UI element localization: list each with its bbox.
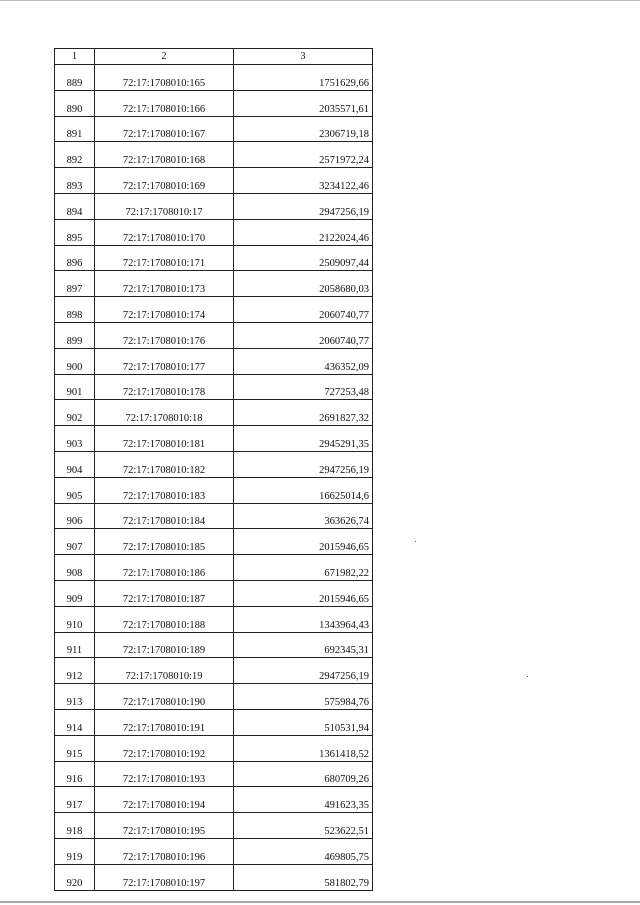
cadastral-number-cell: 72:17:1708010:193 — [95, 761, 234, 787]
cadastral-value-cell: 2947256,19 — [234, 658, 373, 684]
cadastral-number-cell: 72:17:1708010:184 — [95, 503, 234, 529]
table-row — [55, 142, 373, 168]
cadastral-number-cell: 72:17:1708010:183 — [95, 477, 234, 503]
cadastral-number-cell: 72:17:1708010:178 — [95, 374, 234, 400]
table-row — [55, 451, 373, 477]
cadastral-number-cell: 72:17:1708010:171 — [95, 245, 234, 271]
table-row — [55, 503, 373, 529]
cadastral-value-cell: 575984,76 — [234, 684, 373, 710]
table-row — [55, 374, 373, 400]
cadastral-number-cell: 72:17:1708010:185 — [95, 529, 234, 555]
cadastral-number-cell: 72:17:1708010:197 — [95, 864, 234, 890]
column-header-2: 2 — [95, 49, 234, 65]
cadastral-value-cell: 2015946,65 — [234, 529, 373, 555]
cadastral-value-cell: 2571972,24 — [234, 142, 373, 168]
row-number-cell: 901 — [55, 374, 95, 400]
row-number-cell: 906 — [55, 503, 95, 529]
cadastral-number-cell: 72:17:1708010:191 — [95, 709, 234, 735]
cadastral-number-cell: 72:17:1708010:188 — [95, 606, 234, 632]
table-row — [55, 426, 373, 452]
cadastral-value-cell: 2691827,32 — [234, 400, 373, 426]
cadastral-value-cell: 510531,94 — [234, 709, 373, 735]
table-row — [55, 477, 373, 503]
row-number-cell: 903 — [55, 426, 95, 452]
cadastral-value-cell: 523622,51 — [234, 813, 373, 839]
scan-speck — [415, 541, 416, 542]
table-row — [55, 787, 373, 813]
row-number-cell: 918 — [55, 813, 95, 839]
cadastral-value-cell: 1361418,52 — [234, 735, 373, 761]
table-row — [55, 271, 373, 297]
row-number-cell: 891 — [55, 116, 95, 142]
row-number-cell: 902 — [55, 400, 95, 426]
cadastral-number-cell: 72:17:1708010:181 — [95, 426, 234, 452]
row-number-cell: 917 — [55, 787, 95, 813]
scan-speck — [527, 676, 528, 677]
cadastral-number-cell: 72:17:1708010:19 — [95, 658, 234, 684]
table-row — [55, 709, 373, 735]
cadastral-number-cell: 72:17:1708010:196 — [95, 838, 234, 864]
column-header-1: 1 — [55, 49, 95, 65]
cadastral-value-cell: 363626,74 — [234, 503, 373, 529]
cadastral-number-cell: 72:17:1708010:17 — [95, 193, 234, 219]
cadastral-value-table — [54, 48, 373, 891]
row-number-cell: 920 — [55, 864, 95, 890]
table-row — [55, 400, 373, 426]
cadastral-value-cell: 680709,26 — [234, 761, 373, 787]
row-number-cell: 894 — [55, 193, 95, 219]
cadastral-value-cell: 1751629,66 — [234, 65, 373, 91]
table-row — [55, 813, 373, 839]
row-number-cell: 904 — [55, 451, 95, 477]
table-row — [55, 580, 373, 606]
cadastral-number-cell: 72:17:1708010:195 — [95, 813, 234, 839]
table-row — [55, 838, 373, 864]
row-number-cell: 898 — [55, 297, 95, 323]
row-number-cell: 899 — [55, 322, 95, 348]
cadastral-value-cell: 2306719,18 — [234, 116, 373, 142]
cadastral-number-cell: 72:17:1708010:189 — [95, 632, 234, 658]
table-row — [55, 193, 373, 219]
row-number-cell: 915 — [55, 735, 95, 761]
row-number-cell: 919 — [55, 838, 95, 864]
cadastral-value-cell: 2058680,03 — [234, 271, 373, 297]
table-row — [55, 348, 373, 374]
table-row — [55, 658, 373, 684]
row-number-cell: 893 — [55, 168, 95, 194]
table-row — [55, 555, 373, 581]
cadastral-number-cell: 72:17:1708010:173 — [95, 271, 234, 297]
table-row — [55, 322, 373, 348]
cadastral-number-cell: 72:17:1708010:169 — [95, 168, 234, 194]
scan-bottom-edge — [0, 901, 640, 903]
cadastral-number-cell: 72:17:1708010:176 — [95, 322, 234, 348]
table-row — [55, 684, 373, 710]
cadastral-value-cell: 2060740,77 — [234, 297, 373, 323]
header-row — [55, 49, 373, 65]
cadastral-value-cell: 2947256,19 — [234, 193, 373, 219]
cadastral-value-cell: 2509097,44 — [234, 245, 373, 271]
table-row — [55, 65, 373, 91]
cadastral-value-cell: 3234122,46 — [234, 168, 373, 194]
table-row — [55, 529, 373, 555]
cadastral-value-cell: 2035571,61 — [234, 90, 373, 116]
scan-top-edge — [0, 0, 640, 1]
cadastral-number-cell: 72:17:1708010:166 — [95, 90, 234, 116]
row-number-cell: 914 — [55, 709, 95, 735]
row-number-cell: 910 — [55, 606, 95, 632]
cadastral-value-cell: 2060740,77 — [234, 322, 373, 348]
cadastral-number-cell: 72:17:1708010:187 — [95, 580, 234, 606]
column-header-3: 3 — [234, 49, 373, 65]
table-row — [55, 168, 373, 194]
cadastral-number-cell: 72:17:1708010:170 — [95, 219, 234, 245]
table-row — [55, 864, 373, 890]
cadastral-number-cell: 72:17:1708010:174 — [95, 297, 234, 323]
cadastral-value-cell: 2122024,46 — [234, 219, 373, 245]
cadastral-value-cell: 16625014,6 — [234, 477, 373, 503]
cadastral-number-cell: 72:17:1708010:190 — [95, 684, 234, 710]
cadastral-value-cell: 2015946,65 — [234, 580, 373, 606]
row-number-cell: 890 — [55, 90, 95, 116]
row-number-cell: 892 — [55, 142, 95, 168]
row-number-cell: 900 — [55, 348, 95, 374]
row-number-cell: 911 — [55, 632, 95, 658]
row-number-cell: 913 — [55, 684, 95, 710]
table-row — [55, 606, 373, 632]
row-number-cell: 916 — [55, 761, 95, 787]
cadastral-number-cell: 72:17:1708010:165 — [95, 65, 234, 91]
row-number-cell: 907 — [55, 529, 95, 555]
cadastral-value-cell: 469805,75 — [234, 838, 373, 864]
cadastral-value-cell: 692345,31 — [234, 632, 373, 658]
cadastral-value-cell: 581802,79 — [234, 864, 373, 890]
table-row — [55, 735, 373, 761]
cadastral-number-cell: 72:17:1708010:182 — [95, 451, 234, 477]
table-row — [55, 245, 373, 271]
cadastral-number-cell: 72:17:1708010:168 — [95, 142, 234, 168]
row-number-cell: 909 — [55, 580, 95, 606]
table-row — [55, 297, 373, 323]
cadastral-number-cell: 72:17:1708010:186 — [95, 555, 234, 581]
table-row — [55, 219, 373, 245]
row-number-cell: 895 — [55, 219, 95, 245]
row-number-cell: 908 — [55, 555, 95, 581]
row-number-cell: 897 — [55, 271, 95, 297]
cadastral-value-cell: 2945291,35 — [234, 426, 373, 452]
row-number-cell: 912 — [55, 658, 95, 684]
cadastral-value-cell: 1343964,43 — [234, 606, 373, 632]
table-row — [55, 116, 373, 142]
cadastral-number-cell: 72:17:1708010:194 — [95, 787, 234, 813]
cadastral-value-cell: 671982,22 — [234, 555, 373, 581]
cadastral-value-cell: 491623,35 — [234, 787, 373, 813]
cadastral-value-cell: 727253,48 — [234, 374, 373, 400]
table-row — [55, 761, 373, 787]
cadastral-value-cell: 436352,09 — [234, 348, 373, 374]
cadastral-number-cell: 72:17:1708010:177 — [95, 348, 234, 374]
row-number-cell: 896 — [55, 245, 95, 271]
row-number-cell: 905 — [55, 477, 95, 503]
table-row — [55, 632, 373, 658]
cadastral-value-cell: 2947256,19 — [234, 451, 373, 477]
table-row — [55, 90, 373, 116]
cadastral-number-cell: 72:17:1708010:192 — [95, 735, 234, 761]
cadastral-number-cell: 72:17:1708010:18 — [95, 400, 234, 426]
row-number-cell: 889 — [55, 65, 95, 91]
cadastral-number-cell: 72:17:1708010:167 — [95, 116, 234, 142]
